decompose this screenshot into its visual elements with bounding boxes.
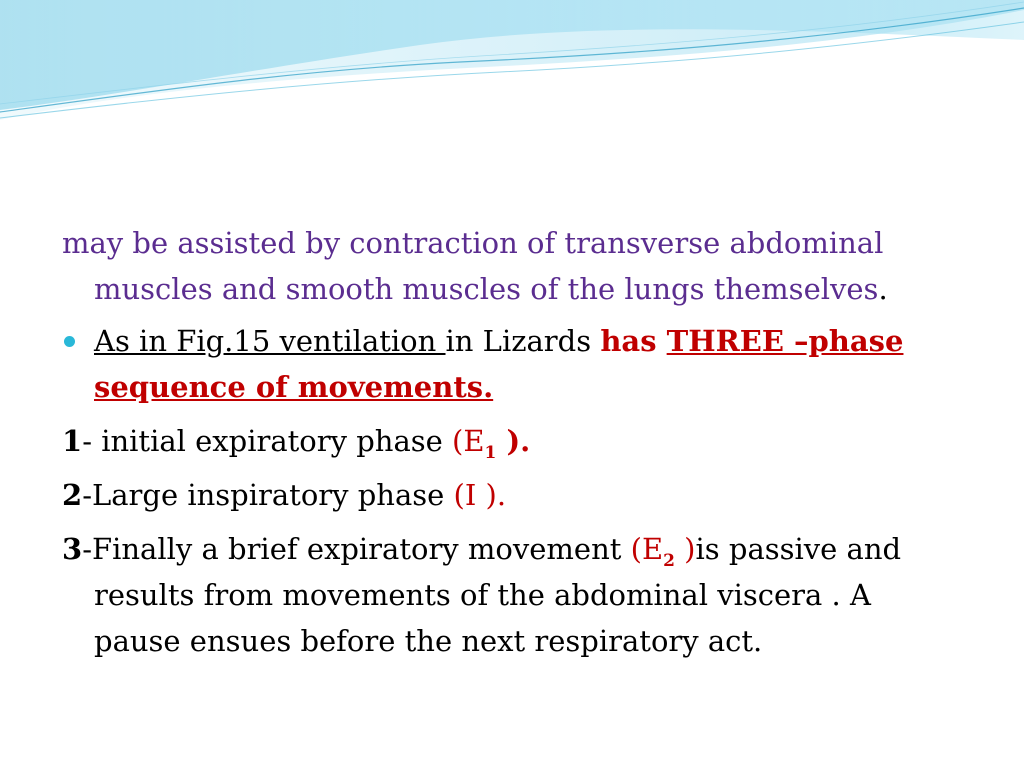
phase-2-label: (I ).: [453, 478, 507, 512]
has-text: has: [600, 324, 667, 358]
phase-1-subscript: 1: [484, 442, 497, 463]
phase-1-label-open: (E: [452, 424, 485, 458]
phase-3-text-before: -Finally a brief expiratory movement: [82, 532, 631, 566]
header-wave-decoration: [0, 0, 1024, 140]
phase-3-number: 3: [62, 532, 83, 566]
phase-1-number: 1: [62, 424, 83, 458]
phase-2-paragraph: [62, 472, 962, 518]
phase-3-label-close: ): [674, 532, 696, 566]
fig-reference: As in Fig.15 ventilation: [94, 324, 446, 358]
phase-1-label-close: ).: [496, 424, 531, 458]
bullet-dot-icon: [64, 336, 75, 347]
phase-2-number: 2: [62, 478, 83, 512]
phase-1-text: - initial expiratory phase: [82, 424, 453, 458]
phase-2-text: -Large inspiratory phase: [82, 478, 454, 512]
phase-3-subscript: 2: [663, 550, 675, 571]
three-phase-text: THREE –phase sequence of movements.: [94, 324, 904, 404]
phase-3-text-after: is passive and results from movements of the abdominal viscera . A pause ensues before the next respiratory act.: [94, 532, 902, 658]
phase-1-paragraph: [62, 418, 962, 464]
phase-3-paragraph: [62, 526, 962, 664]
intro-paragraph: [62, 220, 962, 312]
intro-period: .: [878, 272, 888, 306]
intro-text: may be assisted by contraction of transverse abdominal muscles and smooth muscles of the lungs themselves: [62, 226, 884, 306]
bullet-paragraph: [62, 318, 962, 410]
lizards-text: in Lizards: [445, 324, 601, 358]
phase-3-label-open: (E: [630, 532, 664, 566]
slide-body: [62, 220, 962, 672]
